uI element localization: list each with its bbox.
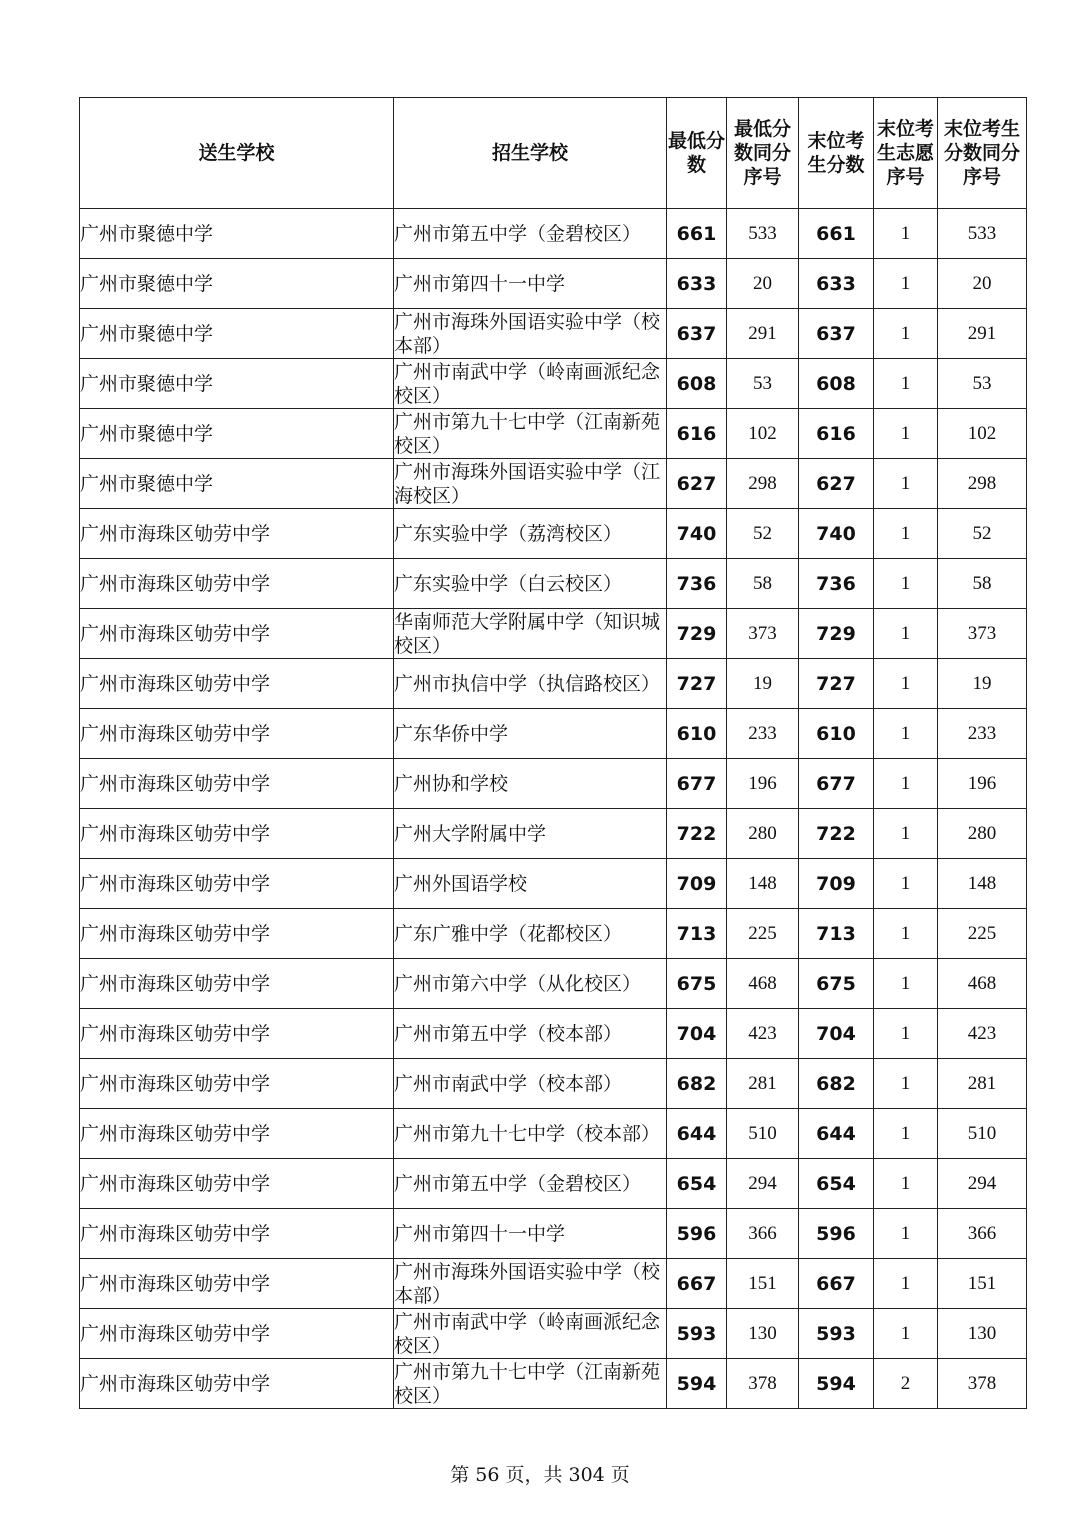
- recruit-school-cell: 广州市第五中学（金碧校区）: [394, 209, 667, 259]
- send-school-cell: 广州市海珠区劬劳中学: [80, 1159, 394, 1209]
- last-rank-cell: 130: [938, 1309, 1027, 1359]
- header-row: [80, 98, 1027, 209]
- table-row: [80, 1309, 1027, 1359]
- recruit-school-cell: 广州市第四十一中学: [394, 259, 667, 309]
- last-choice-cell: 1: [874, 859, 938, 909]
- send-school-cell: 广州市海珠区劬劳中学: [80, 759, 394, 809]
- recruit-school-cell: 广东实验中学（白云校区）: [394, 559, 667, 609]
- last-choice-cell: 1: [874, 209, 938, 259]
- send-school-cell: 广州市海珠区劬劳中学: [80, 659, 394, 709]
- last-rank-cell: 151: [938, 1259, 1027, 1309]
- last-score-cell: 661: [799, 209, 874, 259]
- min-rank-cell: 151: [727, 1259, 799, 1309]
- recruit-school-cell: 广州市南武中学（岭南画派纪念校区）: [394, 359, 667, 409]
- table-row: [80, 459, 1027, 509]
- last-choice-cell: 1: [874, 409, 938, 459]
- recruit-school-cell: 广州外国语学校: [394, 859, 667, 909]
- min-score-cell: 661: [667, 209, 727, 259]
- min-rank-cell: 378: [727, 1359, 799, 1409]
- min-score-cell: 627: [667, 459, 727, 509]
- last-choice-cell: 1: [874, 909, 938, 959]
- last-rank-cell: 148: [938, 859, 1027, 909]
- last-choice-cell: 2: [874, 1359, 938, 1409]
- last-choice-cell: 1: [874, 1209, 938, 1259]
- last-score-cell: 627: [799, 459, 874, 509]
- table-row: [80, 209, 1027, 259]
- min-rank-cell: 102: [727, 409, 799, 459]
- page-footer: 第 56 页，共 304 页: [450, 1464, 630, 1486]
- last-score-cell: 633: [799, 259, 874, 309]
- table-row: [80, 1009, 1027, 1059]
- last-score-cell: 713: [799, 909, 874, 959]
- table-row: [80, 609, 1027, 659]
- min-rank-cell: 196: [727, 759, 799, 809]
- recruit-school-cell: 广东实验中学（荔湾校区）: [394, 509, 667, 559]
- last-rank-cell: 291: [938, 309, 1027, 359]
- min-rank-cell: 294: [727, 1159, 799, 1209]
- last-score-cell: 594: [799, 1359, 874, 1409]
- min-rank-cell: 533: [727, 209, 799, 259]
- min-score-cell: 593: [667, 1309, 727, 1359]
- header-last-score: 末位考生分数: [799, 98, 874, 209]
- min-rank-cell: 468: [727, 959, 799, 1009]
- send-school-cell: 广州市海珠区劬劳中学: [80, 909, 394, 959]
- last-choice-cell: 1: [874, 1009, 938, 1059]
- min-score-cell: 596: [667, 1209, 727, 1259]
- last-rank-cell: 298: [938, 459, 1027, 509]
- last-rank-cell: 510: [938, 1109, 1027, 1159]
- last-score-cell: 729: [799, 609, 874, 659]
- header-last-rank: 末位考生分数同分序号: [938, 98, 1027, 209]
- min-score-cell: 667: [667, 1259, 727, 1309]
- last-choice-cell: 1: [874, 609, 938, 659]
- send-school-cell: 广州市海珠区劬劳中学: [80, 859, 394, 909]
- min-score-cell: 675: [667, 959, 727, 1009]
- last-rank-cell: 280: [938, 809, 1027, 859]
- last-rank-cell: 294: [938, 1159, 1027, 1209]
- min-score-cell: 637: [667, 309, 727, 359]
- admission-table: [79, 97, 1027, 1409]
- min-score-cell: 616: [667, 409, 727, 459]
- last-rank-cell: 20: [938, 259, 1027, 309]
- recruit-school-cell: 广州市第九十七中学（江南新苑校区）: [394, 409, 667, 459]
- min-rank-cell: 58: [727, 559, 799, 609]
- table-row: [80, 1259, 1027, 1309]
- last-score-cell: 608: [799, 359, 874, 409]
- min-rank-cell: 280: [727, 809, 799, 859]
- last-choice-cell: 1: [874, 1159, 938, 1209]
- min-score-cell: 709: [667, 859, 727, 909]
- last-rank-cell: 19: [938, 659, 1027, 709]
- send-school-cell: 广州市海珠区劬劳中学: [80, 1059, 394, 1109]
- send-school-cell: 广州市聚德中学: [80, 459, 394, 509]
- table-body: [80, 209, 1027, 1409]
- table-row: [80, 359, 1027, 409]
- last-score-cell: 675: [799, 959, 874, 1009]
- min-rank-cell: 298: [727, 459, 799, 509]
- send-school-cell: 广州市海珠区劬劳中学: [80, 1209, 394, 1259]
- last-score-cell: 593: [799, 1309, 874, 1359]
- last-choice-cell: 1: [874, 309, 938, 359]
- min-score-cell: 610: [667, 709, 727, 759]
- last-choice-cell: 1: [874, 959, 938, 1009]
- last-rank-cell: 281: [938, 1059, 1027, 1109]
- recruit-school-cell: 华南师范大学附属中学（知识城校区）: [394, 609, 667, 659]
- min-rank-cell: 130: [727, 1309, 799, 1359]
- last-rank-cell: 58: [938, 559, 1027, 609]
- last-score-cell: 727: [799, 659, 874, 709]
- last-choice-cell: 1: [874, 1259, 938, 1309]
- last-choice-cell: 1: [874, 709, 938, 759]
- recruit-school-cell: 广州大学附属中学: [394, 809, 667, 859]
- last-rank-cell: 468: [938, 959, 1027, 1009]
- last-rank-cell: 53: [938, 359, 1027, 409]
- table-row: [80, 409, 1027, 459]
- header-send-school: 送生学校: [80, 98, 394, 209]
- min-score-cell: 722: [667, 809, 727, 859]
- last-score-cell: 709: [799, 859, 874, 909]
- last-rank-cell: 366: [938, 1209, 1027, 1259]
- last-rank-cell: 233: [938, 709, 1027, 759]
- min-score-cell: 594: [667, 1359, 727, 1409]
- send-school-cell: 广州市聚德中学: [80, 209, 394, 259]
- send-school-cell: 广州市海珠区劬劳中学: [80, 1259, 394, 1309]
- last-score-cell: 682: [799, 1059, 874, 1109]
- last-choice-cell: 1: [874, 759, 938, 809]
- recruit-school-cell: 广东广雅中学（花都校区）: [394, 909, 667, 959]
- recruit-school-cell: 广州市南武中学（校本部）: [394, 1059, 667, 1109]
- last-score-cell: 610: [799, 709, 874, 759]
- header-min-rank: 最低分数同分序号: [727, 98, 799, 209]
- last-choice-cell: 1: [874, 509, 938, 559]
- recruit-school-cell: 广州市第五中学（金碧校区）: [394, 1159, 667, 1209]
- last-choice-cell: 1: [874, 559, 938, 609]
- last-rank-cell: 225: [938, 909, 1027, 959]
- send-school-cell: 广州市海珠区劬劳中学: [80, 1309, 394, 1359]
- min-score-cell: 654: [667, 1159, 727, 1209]
- table-row: [80, 809, 1027, 859]
- min-rank-cell: 52: [727, 509, 799, 559]
- last-choice-cell: 1: [874, 809, 938, 859]
- header-last-choice: 末位考生志愿序号: [874, 98, 938, 209]
- min-score-cell: 713: [667, 909, 727, 959]
- send-school-cell: 广州市聚德中学: [80, 309, 394, 359]
- last-score-cell: 736: [799, 559, 874, 609]
- min-rank-cell: 225: [727, 909, 799, 959]
- min-rank-cell: 510: [727, 1109, 799, 1159]
- min-rank-cell: 373: [727, 609, 799, 659]
- recruit-school-cell: 广州市海珠外国语实验中学（校本部）: [394, 1259, 667, 1309]
- header-min-score: 最低分数: [667, 98, 727, 209]
- send-school-cell: 广州市聚德中学: [80, 409, 394, 459]
- min-rank-cell: 19: [727, 659, 799, 709]
- last-score-cell: 644: [799, 1109, 874, 1159]
- table-row: [80, 559, 1027, 609]
- table-row: [80, 1209, 1027, 1259]
- last-choice-cell: 1: [874, 1109, 938, 1159]
- min-score-cell: 682: [667, 1059, 727, 1109]
- send-school-cell: 广州市海珠区劬劳中学: [80, 709, 394, 759]
- recruit-school-cell: 广州市海珠外国语实验中学（校本部）: [394, 309, 667, 359]
- table-row: [80, 959, 1027, 1009]
- recruit-school-cell: 广州市执信中学（执信路校区）: [394, 659, 667, 709]
- last-score-cell: 637: [799, 309, 874, 359]
- last-rank-cell: 373: [938, 609, 1027, 659]
- last-score-cell: 740: [799, 509, 874, 559]
- min-score-cell: 740: [667, 509, 727, 559]
- last-score-cell: 704: [799, 1009, 874, 1059]
- min-rank-cell: 366: [727, 1209, 799, 1259]
- min-score-cell: 727: [667, 659, 727, 709]
- table-row: [80, 859, 1027, 909]
- last-rank-cell: 102: [938, 409, 1027, 459]
- table-row: [80, 709, 1027, 759]
- recruit-school-cell: 广州市第九十七中学（校本部）: [394, 1109, 667, 1159]
- last-rank-cell: 196: [938, 759, 1027, 809]
- min-score-cell: 633: [667, 259, 727, 309]
- table-row: [80, 1059, 1027, 1109]
- min-score-cell: 736: [667, 559, 727, 609]
- min-score-cell: 729: [667, 609, 727, 659]
- table-row: [80, 1159, 1027, 1209]
- last-rank-cell: 52: [938, 509, 1027, 559]
- min-rank-cell: 148: [727, 859, 799, 909]
- send-school-cell: 广州市海珠区劬劳中学: [80, 1359, 394, 1409]
- send-school-cell: 广州市海珠区劬劳中学: [80, 609, 394, 659]
- send-school-cell: 广州市聚德中学: [80, 359, 394, 409]
- recruit-school-cell: 广州市南武中学（岭南画派纪念校区）: [394, 1309, 667, 1359]
- send-school-cell: 广州市海珠区劬劳中学: [80, 509, 394, 559]
- send-school-cell: 广州市海珠区劬劳中学: [80, 809, 394, 859]
- last-choice-cell: 1: [874, 659, 938, 709]
- min-rank-cell: 233: [727, 709, 799, 759]
- table-row: [80, 509, 1027, 559]
- send-school-cell: 广州市海珠区劬劳中学: [80, 1009, 394, 1059]
- recruit-school-cell: 广州市第四十一中学: [394, 1209, 667, 1259]
- min-score-cell: 677: [667, 759, 727, 809]
- last-score-cell: 677: [799, 759, 874, 809]
- last-choice-cell: 1: [874, 359, 938, 409]
- last-choice-cell: 1: [874, 1309, 938, 1359]
- header-recruit-school: 招生学校: [394, 98, 667, 209]
- min-score-cell: 608: [667, 359, 727, 409]
- min-rank-cell: 20: [727, 259, 799, 309]
- recruit-school-cell: 广州市第六中学（从化校区）: [394, 959, 667, 1009]
- last-score-cell: 616: [799, 409, 874, 459]
- send-school-cell: 广州市聚德中学: [80, 259, 394, 309]
- table-row: [80, 659, 1027, 709]
- send-school-cell: 广州市海珠区劬劳中学: [80, 559, 394, 609]
- min-rank-cell: 291: [727, 309, 799, 359]
- last-choice-cell: 1: [874, 1059, 938, 1109]
- recruit-school-cell: 广州协和学校: [394, 759, 667, 809]
- table-row: [80, 759, 1027, 809]
- send-school-cell: 广州市海珠区劬劳中学: [80, 1109, 394, 1159]
- min-score-cell: 704: [667, 1009, 727, 1059]
- send-school-cell: 广州市海珠区劬劳中学: [80, 959, 394, 1009]
- last-score-cell: 654: [799, 1159, 874, 1209]
- min-rank-cell: 423: [727, 1009, 799, 1059]
- table-row: [80, 259, 1027, 309]
- last-score-cell: 667: [799, 1259, 874, 1309]
- last-rank-cell: 378: [938, 1359, 1027, 1409]
- recruit-school-cell: 广州市第九十七中学（江南新苑校区）: [394, 1359, 667, 1409]
- last-score-cell: 722: [799, 809, 874, 859]
- last-choice-cell: 1: [874, 459, 938, 509]
- table-row: [80, 1109, 1027, 1159]
- min-rank-cell: 53: [727, 359, 799, 409]
- recruit-school-cell: 广州市第五中学（校本部）: [394, 1009, 667, 1059]
- last-score-cell: 596: [799, 1209, 874, 1259]
- recruit-school-cell: 广东华侨中学: [394, 709, 667, 759]
- table-row: [80, 309, 1027, 359]
- last-choice-cell: 1: [874, 259, 938, 309]
- last-rank-cell: 533: [938, 209, 1027, 259]
- min-rank-cell: 281: [727, 1059, 799, 1109]
- table-row: [80, 909, 1027, 959]
- min-score-cell: 644: [667, 1109, 727, 1159]
- recruit-school-cell: 广州市海珠外国语实验中学（江海校区）: [394, 459, 667, 509]
- table-row: [80, 1359, 1027, 1409]
- last-rank-cell: 423: [938, 1009, 1027, 1059]
